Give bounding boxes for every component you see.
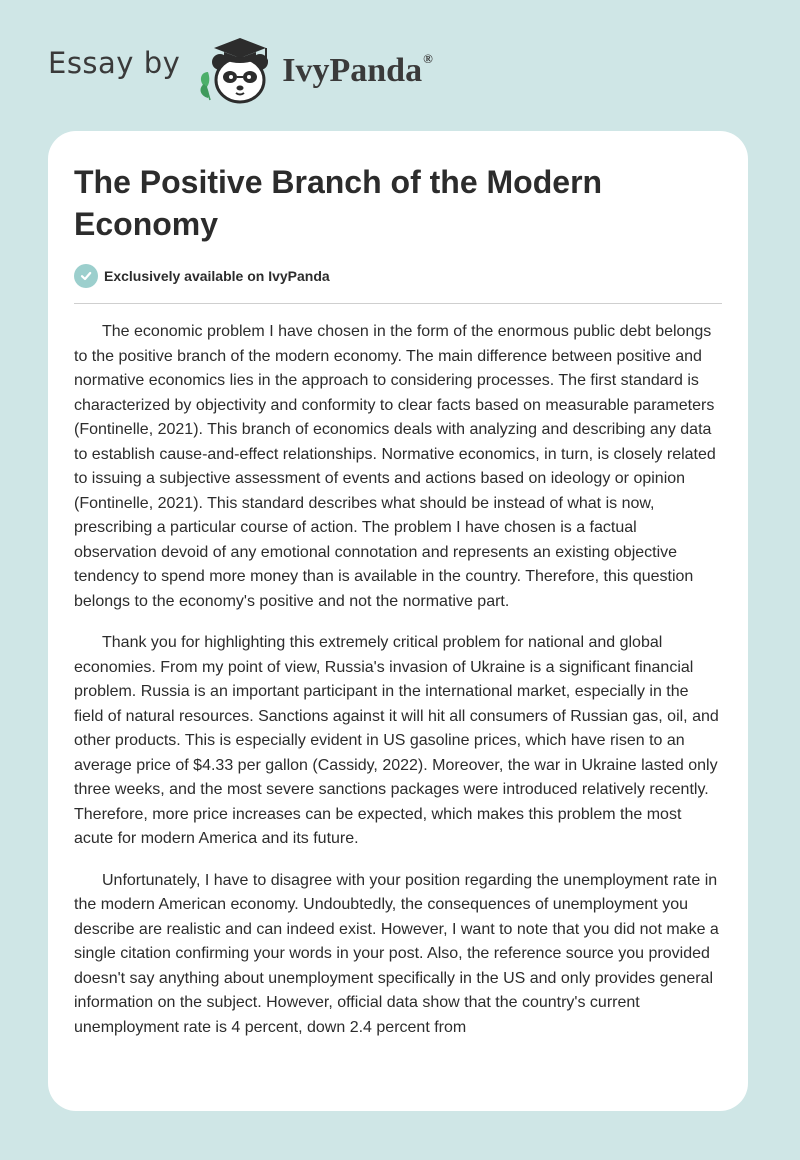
- paragraph-3: Unfortunately, I have to disagree with your position regarding the unemployment rate in the modern American economy. Undoubtedly, the consequences of unemployment you describe are realistic and can indeed exist. However, I want to note that you did not make a single citation confirming your words in your post. Also, the reference source you provided doesn't say anything about unemployment specifically in the US and only provides general information on the subject. However, official data show that the country's current unemployment rate is 4 percent, down 2.4 percent from: [74, 871, 719, 1036]
- brand-name: [282, 52, 433, 90]
- exclusive-badge-label: Exclusively available on IvyPanda: [104, 268, 330, 284]
- essay-body: [74, 320, 722, 1057]
- checkmark-icon: [74, 264, 98, 288]
- page-title: The Positive Branch of the Modern Economy: [74, 164, 603, 242]
- brand-name-text: IvyPanda: [282, 52, 423, 89]
- exclusive-badge: [74, 264, 330, 288]
- site-header: [48, 28, 433, 108]
- divider: [74, 303, 722, 304]
- panda-logo-icon: [194, 28, 280, 108]
- paragraph-2: Thank you for highlighting this extremely critical problem for national and global economies. From my point of view, Russia's invasion of Ukraine is a significant financial problem. Russia is an important participant in the international market, especially in the field of natural resources. Sanctions against it will hit all consumers of Russian gas, oil, and other products. This is especially evident in US gasoline prices, which have risen to an average price of $4.33 per gallon (Cassidy, 2022). Moreover, the war in Ukraine lasted only three weeks, and the most severe sanctions packages were introduced relatively recently. Therefore, more price increases can be expected, which makes this problem the most acute for modern America and its future.: [74, 634, 719, 847]
- paragraph-1: The economic problem I have chosen in the form of the enormous public debt belongs to the positive branch of the modern economy. The main difference between positive and normative economics lies in the approach to considering processes. The first standard is characterized by objectivity and conformity to clear facts based on measurable parameters (Fontinelle, 2021). This branch of economics deals with analyzing and describing any data to establish cause-and-effect relationships. Normative economics, in turn, is closely related to issuing a subjective assessment of events and actions based on ideology or opinion (Fontinelle, 2021). This standard describes what should be instead of what is now, prescribing a particular course of action. The problem I have chosen is a factual observation devoid of any emotional connotation and represents an existing objective tendency to spend more money than is available in the country. Therefore, this question belongs to the economy's positive and not the normative part.: [74, 323, 716, 610]
- essay-by-label: Essay by: [48, 46, 181, 80]
- essay-card: [48, 131, 748, 1111]
- trademark-symbol: ®: [423, 50, 433, 66]
